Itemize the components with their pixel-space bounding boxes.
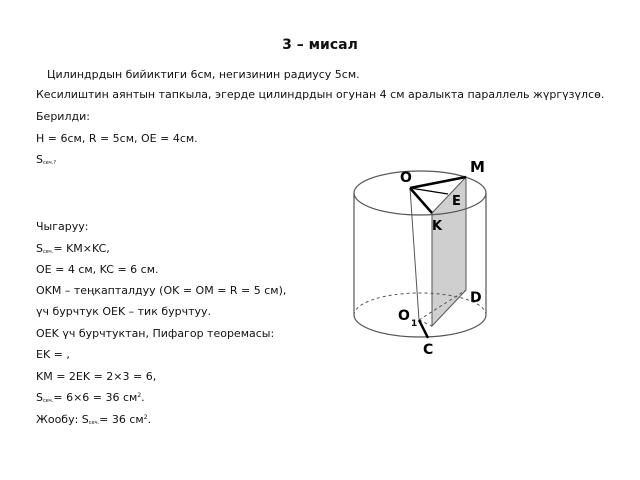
cylinder-axis xyxy=(410,188,419,320)
find-line xyxy=(36,153,56,166)
label-k: K xyxy=(432,219,443,234)
answer-rest: = 36 см xyxy=(99,413,144,426)
answer-prefix: Жообу: S xyxy=(36,413,89,426)
answer-superscript: 2 xyxy=(143,414,148,421)
okm-statement: OKM – теңкапталдуу (OK = OM = R = 5 см), xyxy=(36,284,287,297)
answer-end: . xyxy=(147,413,152,426)
area-formula xyxy=(36,242,110,255)
given-label: Берилди: xyxy=(36,110,90,123)
formula-subscript: сеч. xyxy=(42,249,54,255)
ek-value: EK = , xyxy=(36,348,70,361)
pythagoras-statement: OEK үч бурчтуктан, Пифагор теоремасы: xyxy=(36,327,275,340)
answer-line xyxy=(36,413,151,426)
calc-s: S xyxy=(36,391,43,404)
label-o: O xyxy=(400,170,412,186)
calc-rest: = 6×6 = 36 см xyxy=(53,391,138,404)
segment-o1c xyxy=(419,320,428,338)
label-d: D xyxy=(470,290,482,306)
label-m: M xyxy=(470,158,485,176)
label-o1: O xyxy=(398,308,410,324)
label-c: C xyxy=(423,342,434,358)
label-o1-subscript: 1 xyxy=(411,319,418,329)
calc-end: . xyxy=(141,391,145,404)
segment-ok xyxy=(410,188,432,213)
section-plane xyxy=(432,177,466,326)
bottom-base-back xyxy=(354,293,486,315)
area-calc xyxy=(36,391,145,404)
calc-subscript: сеч. xyxy=(42,398,54,404)
calc-superscript: 2 xyxy=(137,392,142,399)
oek-statement: үч бурчтук OEK – тик бурчтуу. xyxy=(36,305,212,318)
cylinder-figure xyxy=(340,150,500,360)
oe-kc-values: OE = 4 см, KC = 6 см. xyxy=(36,263,159,276)
bottom-base-front xyxy=(354,315,486,337)
slide-title: 3 – мисал xyxy=(282,37,358,53)
formula-rest: = KM×KC, xyxy=(53,242,110,255)
task-statement: Кесилиштин аянтын тапкыла, эгерде цилиндрдын огунан 4 см аралыкта параллель жүргүзүлсө. xyxy=(36,88,605,101)
find-s: S xyxy=(36,153,43,166)
find-subscript: сеч.? xyxy=(42,160,57,166)
km-value: KM = 2EK = 2×3 = 6, xyxy=(36,370,157,383)
answer-subscript: сеч. xyxy=(88,420,100,426)
cylinder-svg xyxy=(340,150,500,360)
label-e: E xyxy=(452,194,461,209)
formula-s: S xyxy=(36,242,43,255)
given-values: H = 6см, R = 5см, OE = 4см. xyxy=(36,132,198,145)
problem-statement: Цилиндрдын бийиктиги 6см, негизинин радиусу 5см. xyxy=(47,68,360,81)
solution-label: Чыгаруу: xyxy=(36,220,89,233)
